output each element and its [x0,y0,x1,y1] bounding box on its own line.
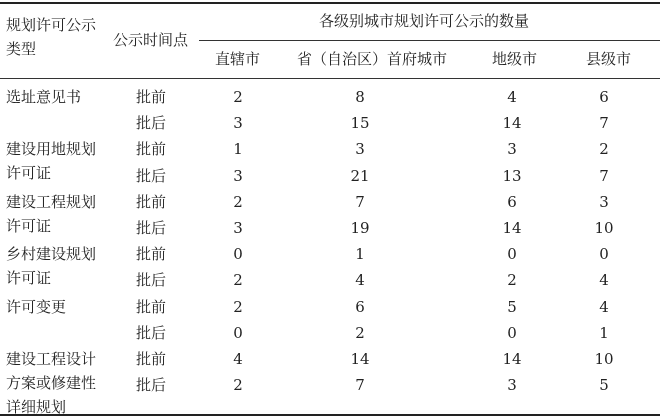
table-cell: 3 [507,140,517,159]
table-cell: 6 [599,88,609,106]
table-cell: 5 [599,376,609,395]
row-type-label: 许可证 [6,164,52,183]
table-cell: 5 [507,297,517,316]
row-time: 批后 [136,166,167,185]
table-cell: 0 [233,245,243,264]
table-cell: 4 [233,350,243,368]
header-col-4: 县级市 [586,50,632,68]
table-cell: 7 [599,114,609,133]
row-type-label: 建设用地规划 [6,140,97,159]
table-cell: 4 [599,271,609,290]
table-cell: 0 [507,323,517,342]
row-time: 批前 [136,192,167,211]
header-time: 公示时间点 [113,31,189,49]
table-cell: 3 [233,219,243,237]
table-cell: 7 [599,166,609,185]
row-time: 批后 [136,219,167,237]
row-time: 批后 [136,323,167,342]
header-col-2: 省（自治区）首府城市 [297,50,448,68]
table-cell: 14 [502,350,522,368]
row-type-label: 方案或修建性 [6,374,97,392]
table-cell: 19 [350,219,370,237]
row-type-label: 详细规划 [6,398,67,416]
row-time: 批前 [136,350,167,368]
table-cell: 1 [233,140,243,159]
table-cell: 0 [507,245,517,264]
table-cell: 2 [599,140,609,159]
row-type-label: 许可证 [6,269,52,288]
table-cell: 14 [502,114,522,133]
table-cell: 3 [233,166,243,185]
row-time: 批后 [136,114,167,133]
table-cell: 3 [599,192,609,211]
table-cell: 15 [350,114,370,133]
table-cell: 2 [233,297,243,316]
table-cell: 3 [233,114,243,133]
header-col-1: 直辖市 [215,50,261,68]
table-cell: 7 [355,376,365,395]
bottom-rule [0,414,660,416]
table-cell: 21 [350,166,370,185]
table-cell: 1 [355,245,365,264]
table-cell: 4 [507,88,517,106]
row-time: 批后 [136,376,167,395]
row-time: 批前 [136,245,167,264]
header-col-3: 地级市 [492,50,538,68]
table-cell: 2 [233,88,243,106]
table-cell: 2 [233,192,243,211]
table-cell: 2 [233,376,243,395]
row-time: 批后 [136,271,167,290]
table-cell: 7 [355,192,365,211]
row-type-label: 乡村建设规划 [6,245,97,264]
row-time: 批前 [136,140,167,159]
table-cell: 1 [599,323,609,342]
header-type-line-2: 类型 [6,40,37,58]
table-cell: 4 [355,271,365,290]
table-cell: 3 [355,140,365,159]
header-rule [0,78,660,79]
row-type-label: 许可变更 [6,297,67,316]
table-cell: 6 [507,192,517,211]
table-cell: 14 [502,219,522,237]
table-cell: 6 [355,297,365,316]
group-rule [199,40,660,41]
header-group: 各级别城市规划许可公示的数量 [319,12,530,30]
table-cell: 3 [507,376,517,395]
row-type-label: 选址意见书 [6,88,82,106]
table-cell: 0 [599,245,609,264]
row-type-label: 许可证 [6,216,52,235]
top-rule [0,2,660,4]
header-type-line-1: 规划许可公示 [6,16,97,34]
table-cell: 8 [355,88,365,106]
table-cell: 10 [594,350,614,368]
table-cell: 2 [507,271,517,290]
table-cell: 10 [594,219,614,237]
row-time: 批前 [136,297,167,316]
table-cell: 2 [233,271,243,290]
table-cell: 2 [355,323,365,342]
table-cell: 4 [599,297,609,316]
row-type-label: 建设工程规划 [6,192,97,211]
table-cell: 0 [233,323,243,342]
row-time: 批前 [136,88,167,106]
table-cell: 14 [350,350,370,368]
table-cell: 13 [502,166,522,185]
row-type-label: 建设工程设计 [6,350,97,368]
